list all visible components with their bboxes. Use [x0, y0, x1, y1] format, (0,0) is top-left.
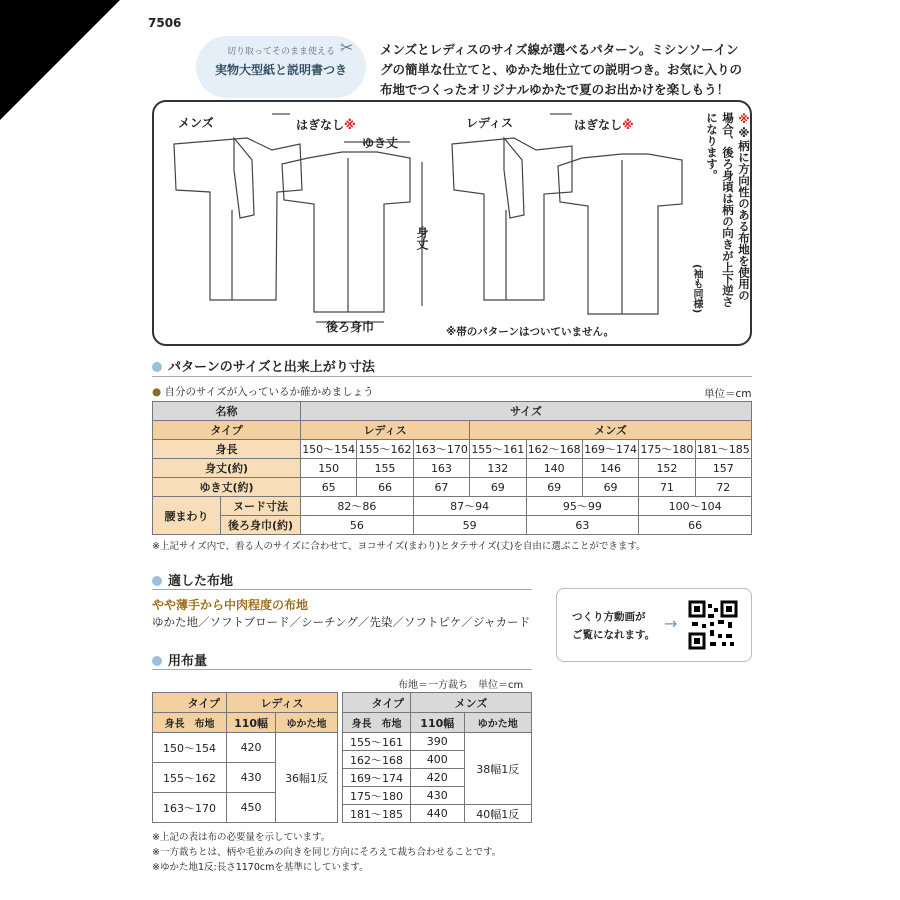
table-cell: 40幅1反 — [464, 805, 531, 823]
scissors-icon: ✂ — [340, 38, 354, 57]
table-cell: 95〜99 — [526, 497, 639, 516]
h-size: サイズ — [301, 402, 752, 421]
table-cell: 69 — [582, 478, 638, 497]
fabric-line1: やや薄手から中肉程度の布地 — [152, 598, 309, 612]
amount-note: ※ゆかた地1反:長さ1170cmを基準にしています。 — [152, 862, 369, 873]
divider — [152, 589, 532, 590]
table-cell: 69 — [470, 478, 526, 497]
mens-label: メンズ — [178, 116, 214, 130]
h-type: タイプ — [153, 693, 227, 713]
mens-collar — [234, 138, 254, 218]
yukitake-label: ゆき丈 — [362, 136, 399, 150]
table-cell: 157 — [695, 459, 751, 478]
h-ladies: レディス — [301, 421, 470, 440]
table-cell: 38幅1反 — [464, 733, 531, 805]
table-cell: 150〜154 — [153, 733, 227, 763]
mens-amount-table — [342, 692, 532, 823]
h-height-fabric: 身長 布地 — [343, 713, 411, 733]
ladies-label: レディス — [466, 116, 514, 130]
table-cell: 450 — [227, 793, 276, 823]
table-cell: 162〜168 — [526, 440, 582, 459]
table-cell: 100〜104 — [639, 497, 752, 516]
divider — [152, 376, 752, 377]
r-mitake: 身丈(約) — [153, 459, 301, 478]
r-nude: ヌード寸法 — [221, 497, 301, 516]
ladies-amount-table — [152, 692, 338, 823]
table-cell: 71 — [639, 478, 695, 497]
kimono-illustration — [152, 100, 752, 346]
table-cell: 65 — [301, 478, 357, 497]
ushiro-label: 後ろ身巾 — [326, 320, 375, 334]
table-cell: 181〜185 — [695, 440, 751, 459]
table-cell: 163 — [413, 459, 469, 478]
fabric-line2: ゆかた地／ソフトブロード／シーチング／先染／ソフトピケ／ジャカード — [152, 615, 531, 629]
table-cell: 56 — [301, 516, 414, 535]
table-cell: 175〜180 — [639, 440, 695, 459]
side-note-paren: (袖も同様) — [691, 264, 702, 314]
table-cell: 67 — [413, 478, 469, 497]
logo-icon — [148, 32, 170, 54]
table-cell: 169〜174 — [582, 440, 638, 459]
table-cell: 175〜180 — [343, 787, 411, 805]
table-cell: 155 — [357, 459, 413, 478]
h-110: 110幅 — [411, 713, 465, 733]
badge-line1: 切り取ってそのまま使える — [226, 47, 335, 57]
corner-triangle — [0, 0, 120, 120]
hagi-label-ladies: はぎなし※ — [574, 118, 634, 132]
size-table — [152, 401, 752, 535]
amount-note: ※上記の表は布の必要量を示しています。 — [152, 832, 331, 843]
amount-note: ※一方裁ちとは、柄や毛並みの向きを同じ方向にそろえて裁ち合わせることです。 — [152, 847, 502, 858]
h-mens: メンズ — [470, 421, 752, 440]
hagi-label-mens: はぎなし※ — [296, 118, 356, 132]
ladies-back-body — [558, 154, 682, 314]
product-code: 7506 — [148, 16, 182, 30]
h-mens: メンズ — [411, 693, 532, 713]
table-cell: 72 — [695, 478, 751, 497]
table-cell: 169〜174 — [343, 769, 411, 787]
mens-front-body — [174, 138, 302, 300]
table-cell: 150 — [301, 459, 357, 478]
table-cell: 66 — [639, 516, 752, 535]
table-cell: 155〜161 — [343, 733, 411, 751]
divider — [152, 669, 532, 670]
table-cell: 420 — [227, 733, 276, 763]
table-cell: 132 — [470, 459, 526, 478]
table-cell: 440 — [411, 805, 465, 823]
amount-notes — [152, 830, 501, 875]
table-cell: 36幅1反 — [276, 733, 338, 823]
table-cell: 430 — [227, 763, 276, 793]
intro-text: メンズとレディスのサイズ線が選べるパターン。ミシンソーイングの簡単な仕立てと、ゆかた地仕立ての説明つき。お気に入りの布地でつくったオリジナルゆかたで夏のお出かけを楽しもう！ — [380, 42, 743, 97]
table-cell: 66 — [357, 478, 413, 497]
size-subtitle: ● 自分のサイズが入っているか確かめましょう — [152, 386, 374, 398]
table-cell: 400 — [411, 751, 465, 769]
r-back: 後ろ身巾(約) — [221, 516, 301, 535]
table-cell: 155〜162 — [357, 440, 413, 459]
table-cell: 163〜170 — [413, 440, 469, 459]
badge-line2: 実物大型紙と説明書つき — [214, 63, 347, 77]
amount-title: 用布量 — [152, 650, 207, 669]
obi-note: ※帯のパターンはついていません。 — [446, 326, 615, 338]
ladies-front-body — [452, 138, 572, 300]
table-cell: 155〜162 — [153, 763, 227, 793]
h-110: 110幅 — [227, 713, 276, 733]
video-text: つくり方動画が ご覧になれます。 — [572, 611, 656, 641]
table-cell: 87〜94 — [413, 497, 526, 516]
h-height-fabric: 身長 布地 — [153, 713, 227, 733]
side-note: ※※柄に方向性のある布地を使用の場合、後ろ身頃は柄の向きが上下逆さになります。 — [705, 112, 751, 308]
table-cell: 63 — [526, 516, 639, 535]
h-yukata: ゆかた地 — [276, 713, 338, 733]
h-ladies: レディス — [227, 693, 338, 713]
r-yuki: ゆき丈(約) — [153, 478, 301, 497]
table-cell: 420 — [411, 769, 465, 787]
h-yukata: ゆかた地 — [464, 713, 531, 733]
ladies-collar — [504, 138, 524, 218]
h-type: タイプ — [343, 693, 411, 713]
amount-unit: 布地＝一方裁ち 単位＝cm — [398, 680, 524, 691]
h-type: タイプ — [153, 421, 301, 440]
table-cell: 59 — [413, 516, 526, 535]
size-unit: 単位＝cm — [704, 388, 752, 400]
h-name: 名称 — [153, 402, 301, 421]
table-cell: 181〜185 — [343, 805, 411, 823]
table-cell: 163〜170 — [153, 793, 227, 823]
table-cell: 140 — [526, 459, 582, 478]
table-cell: 82〜86 — [301, 497, 414, 516]
table-cell: 430 — [411, 787, 465, 805]
size-note: ※上記サイズ内で、着る人のサイズに合わせて、ヨコサイズ(まわり)とタテサイズ(丈)を自由に選ぶことができます。 — [152, 541, 646, 552]
mitake-label: 身丈 — [415, 226, 429, 250]
table-cell: 152 — [639, 459, 695, 478]
r-waist: 腰まわり — [153, 497, 221, 535]
size-section-title: パターンのサイズと出来上がり寸法 — [152, 356, 375, 375]
table-cell: 155〜161 — [470, 440, 526, 459]
table-cell: 150〜154 — [301, 440, 357, 459]
table-cell: 146 — [582, 459, 638, 478]
qr-code-icon[interactable] — [688, 600, 738, 650]
table-cell: 69 — [526, 478, 582, 497]
fabric-title: 適した布地 — [152, 570, 233, 589]
table-cell: 162〜168 — [343, 751, 411, 769]
r-height: 身長 — [153, 440, 301, 459]
arrow-icon: → — [664, 614, 678, 633]
table-cell: 390 — [411, 733, 465, 751]
